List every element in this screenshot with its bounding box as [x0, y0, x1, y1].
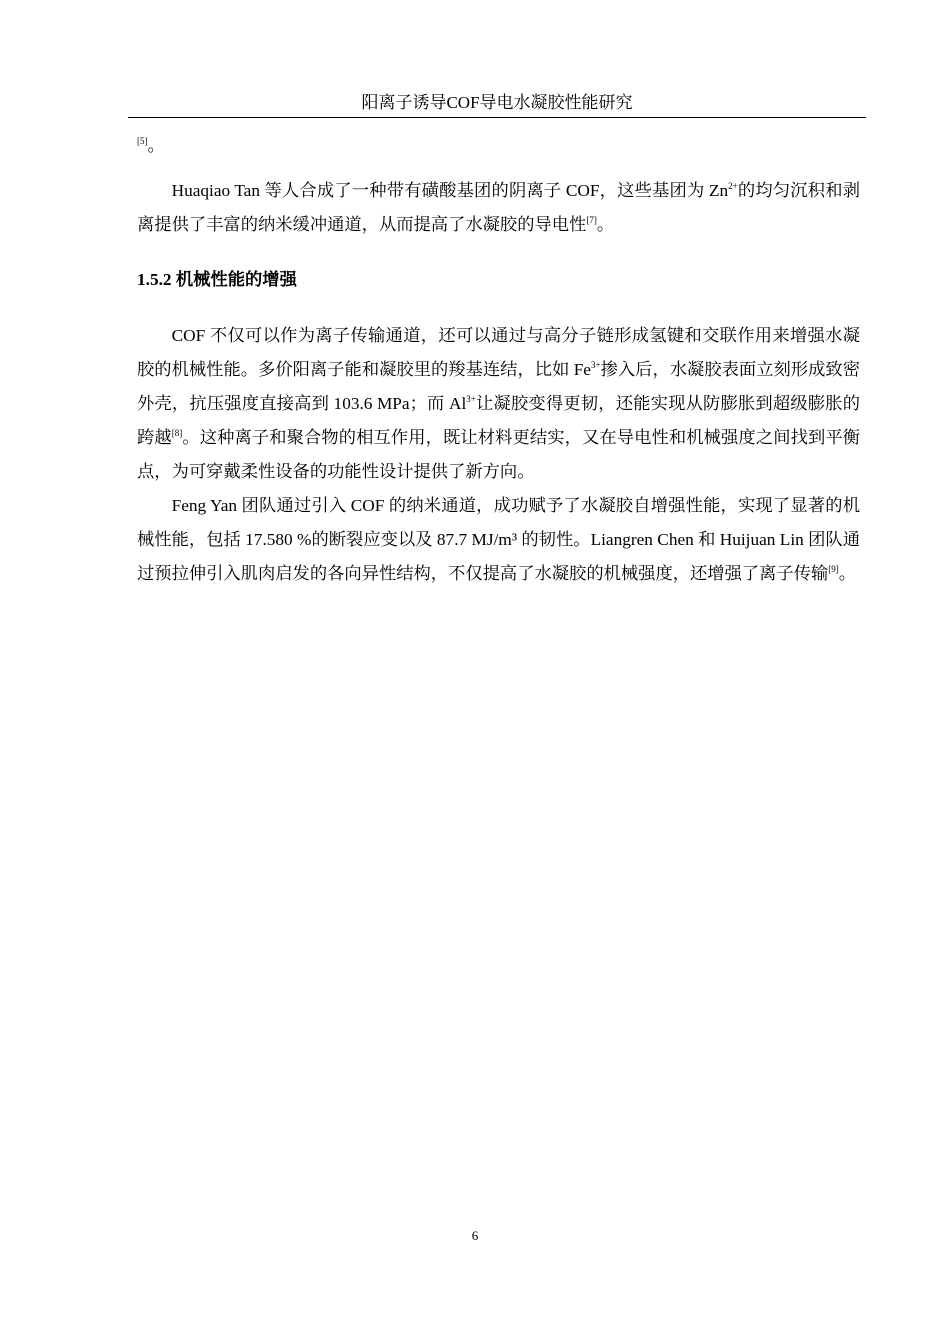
paragraph-feng-yan: [137, 489, 860, 591]
paragraph-text: COF 不仅可以作为离子传输通道，还可以通过与高分子链形成氢键和交联作用来增强水凝胶的机械性能。多价阳离子能和凝胶里的羧基连结，比如 Fe: [137, 326, 860, 379]
paragraph-tan-cof: [137, 174, 860, 242]
paragraph-text: 掺入后，水凝胶表面立刻形成致密外壳，抗压强度直接高到 103.6 MPa；而 Al: [137, 360, 860, 413]
page-number: 6: [471, 1228, 479, 1243]
page-header-title: 阳离子诱导COF导电水凝胶性能研究: [361, 93, 633, 112]
paragraph-text: 。: [596, 215, 615, 234]
continuation-end: 。: [147, 136, 165, 155]
superscript-charge: 3+: [466, 394, 476, 405]
paragraph-text: 的均匀沉积和剥离提供了丰富的纳米缓冲通道，从而提高了水凝胶的导电性: [137, 181, 860, 234]
superscript-charge: 2+: [728, 181, 738, 192]
header-divider: [128, 117, 866, 118]
paragraph-text: 。: [838, 564, 857, 583]
citation-ref: [8]: [171, 428, 183, 439]
document-body: [137, 137, 860, 591]
citation-ref: [5]: [137, 136, 148, 147]
paragraph-cof-mechanical: [137, 319, 860, 489]
citation-ref: [7]: [586, 215, 597, 226]
paragraph-text: 。这种离子和聚合物的相互作用，既让材料更结实，又在导电性和机械强度之间找到平衡点，为可穿戴柔性设备的功能性设计提供了新方向。: [137, 428, 860, 481]
paragraph-text: Feng Yan 团队通过引入 COF 的纳米通道，成功赋予了水凝胶自增强性能，实现了显著的机械性能，包括 17.580 %的断裂应变以及 87.7 MJ/m³ 的韧性。Liangren Chen 和 Huijuan Lin 团队通过预拉伸引入肌肉启发的各向异性结构，不仅提高了水凝胶的机械强度，还增强了离子传输: [137, 496, 860, 583]
continuation-line: [137, 137, 860, 155]
citation-ref: [9]: [828, 564, 839, 575]
section-heading: 1.5.2 机械性能的增强: [137, 270, 297, 289]
paragraph-text: 让凝胶变得更韧，还能实现从防膨胀到超级膨胀的跨越: [137, 394, 860, 447]
paragraph-text: Huaqiao Tan 等人合成了一种带有磺酸基团的阴离子 COF，这些基团为 Zn: [171, 181, 729, 200]
superscript-charge: 3+: [590, 360, 601, 371]
